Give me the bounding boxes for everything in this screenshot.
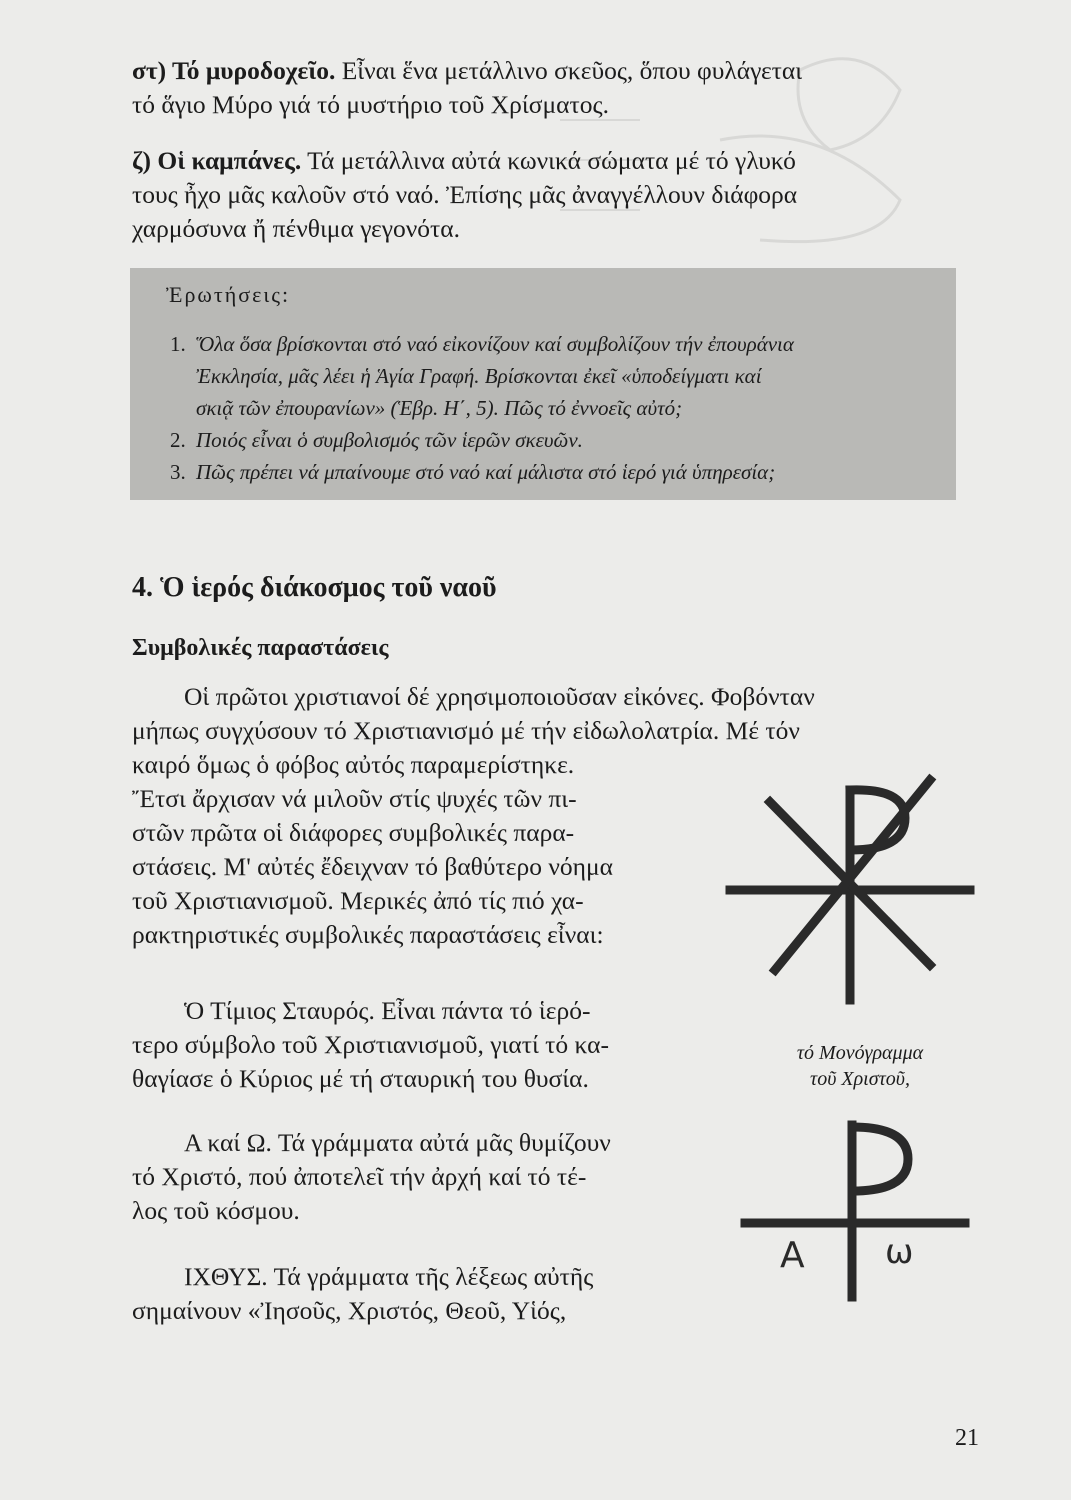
questions-list xyxy=(170,328,960,488)
question-item xyxy=(170,424,960,456)
text-line: θαγίασε ὁ Κύριος μέ τή σταυρική του θυσία. xyxy=(132,1064,589,1093)
figure-caption xyxy=(740,1040,980,1092)
text-line: τό ἅγιο Μύρο γιά τό μυστήριο τοῦ Χρίσματος. xyxy=(132,90,609,119)
item-title-myrodocheio: στ) Τό μυροδοχεῖο. xyxy=(132,56,336,85)
chi-rho-monogram-icon xyxy=(720,760,980,1010)
text-line: χαρμόσυνα ἤ πένθιμα γεγονότα. xyxy=(132,214,461,243)
question-item xyxy=(170,456,960,488)
text-line: τους ἦχο μᾶς καλοῦν στό ναό. Ἐπίσης μᾶς ἀναγγέλλουν διάφορα xyxy=(132,180,798,209)
rho-cross-alpha-omega-icon xyxy=(740,1115,980,1305)
text-line: στῶν πρῶτα οἱ διάφορες συμβολικές παρα- xyxy=(132,818,575,847)
paragraph-kampanes xyxy=(132,144,982,178)
text-line: μήπως συγχύσουν τό Χριστιανισμό μέ τήν εἰδωλολατρία. Μέ τόν xyxy=(132,716,800,745)
question-item-continued xyxy=(170,392,960,424)
caption-line: τοῦ Χριστοῦ, xyxy=(810,1068,910,1090)
question-text: σκιᾷ τῶν ἐπουρανίων» (Ἑβρ. Η΄, 5). Πῶς τό ἐννοεῖς αὐτό; xyxy=(196,396,683,420)
questions-box xyxy=(130,268,956,500)
questions-title: Ἐρωτήσεις: xyxy=(166,282,291,307)
page-number: 21 xyxy=(955,1425,979,1451)
question-number: 2. xyxy=(170,428,186,452)
text-line: στάσεις. Μ' αὐτές ἔδειχναν τό βαθύτερο νόημα xyxy=(132,852,613,881)
text-line: Ὁ Τίμιος Σταυρός. Εἶναι πάντα τό ἱερό- xyxy=(184,996,591,1025)
caption-line: τό Μονόγραμμα xyxy=(796,1042,924,1064)
paragraph-myrodocheio xyxy=(132,54,982,88)
text-line: λος τοῦ κόσμου. xyxy=(132,1196,300,1225)
text-line: Εἶναι ἕνα μετάλλινο σκεῦος, ὅπου φυλάγεται xyxy=(335,56,803,85)
question-item-continued xyxy=(170,360,960,392)
question-text: Ἐκκλησία, μᾶς λέει ἡ Ἁγία Γραφή. Βρίσκονται ἐκεῖ «ὑποδείγματι καί xyxy=(196,364,762,388)
question-number: 3. xyxy=(170,460,186,484)
text-line: Τά μετάλλινα αὐτά κωνικά σώματα μέ τό γλυκό xyxy=(301,146,796,175)
question-item xyxy=(170,328,960,360)
question-text: Ποιός εἶναι ὁ συμβολισμός τῶν ἱερῶν σκευῶν. xyxy=(196,428,583,452)
text-line: ΙΧΘΥΣ. Τά γράμματα τῆς λέξεως αὐτῆς xyxy=(184,1262,594,1291)
question-text: Πῶς πρέπει νά μπαίνουμε στό ναό καί μάλιστα στό ἱερό γιά ὑπηρεσία; xyxy=(196,460,776,484)
text-line: τερο σύμβολο τοῦ Χριστιανισμοῦ, γιατί τό κα- xyxy=(132,1030,610,1059)
question-text: Ὅλα ὅσα βρίσκονται στό ναό εἰκονίζουν καί συμβολίζουν τήν ἐπουράνια xyxy=(196,332,794,356)
subsection-heading: Συμβολικές παραστάσεις xyxy=(132,635,389,661)
text-line: σημαίνουν «Ἰησοῦς, Χριστός, Θεοῦ, Υἱός, xyxy=(132,1296,567,1325)
text-line: Ἔτσι ἄρχισαν νά μιλοῦν στίς ψυχές τῶν πι- xyxy=(132,784,577,813)
text-line: ρακτηριστικές συμβολικές παραστάσεις εἶναι: xyxy=(132,920,604,949)
text-line: καιρό ὅμως ὁ φόβος αὐτός παραμερίστηκε. xyxy=(132,750,575,779)
text-line: Α καί Ω. Τά γράμματα αὐτά μᾶς θυμίζουν xyxy=(184,1128,611,1157)
text-line: τό Χριστό, πού ἀποτελεῖ τήν ἀρχή καί τό τέ- xyxy=(132,1162,587,1191)
text-line: τοῦ Χριστιανισμοῦ. Μερικές ἀπό τίς πιό χα- xyxy=(132,886,584,915)
alpha-glyph: A xyxy=(780,1235,805,1276)
item-title-kampanes: ζ) Οἱ καμπάνες. xyxy=(132,146,302,175)
omega-glyph: ω xyxy=(885,1232,914,1272)
section-heading: 4. Ὁ ἱερός διάκοσμος τοῦ ναοῦ xyxy=(132,572,497,603)
text-line: Οἱ πρῶτοι χριστιανοί δέ χρησιμοποιοῦσαν εἰκόνες. Φοβόνταν xyxy=(184,682,815,711)
question-number: 1. xyxy=(170,332,186,356)
